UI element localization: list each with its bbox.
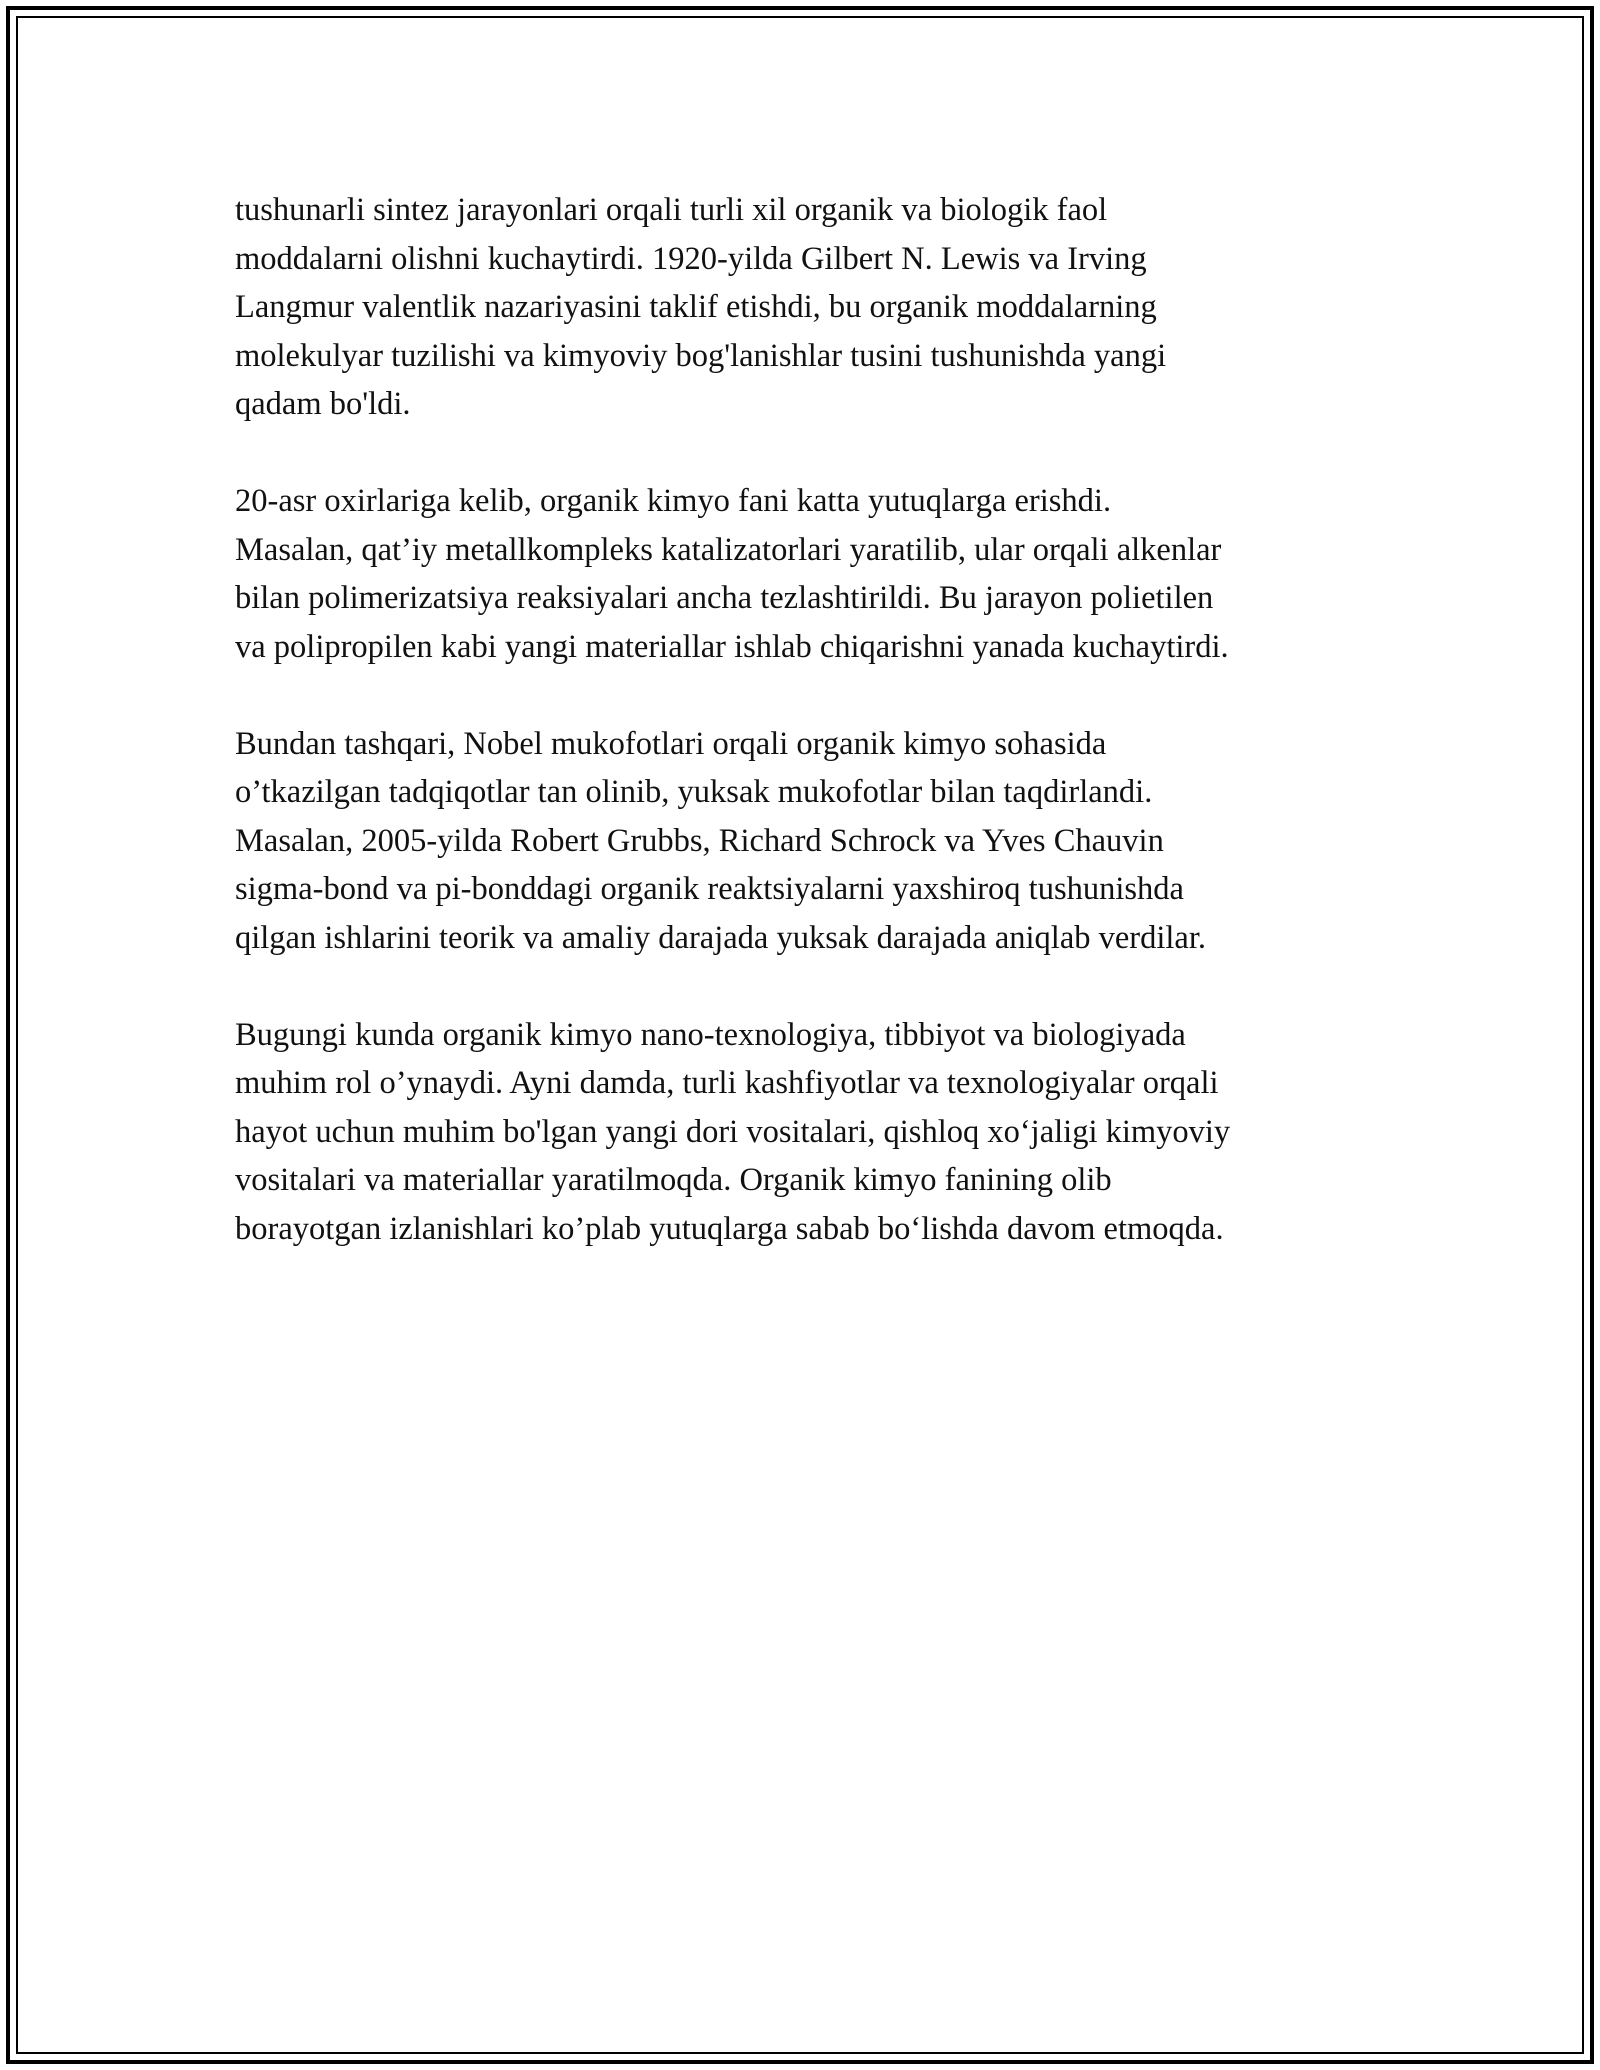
paragraph-2: 20-asr oxirlariga kelib, organik kimyo fani katta yutuqlarga erishdi. Masalan, qat’iy metallkompleks katalizatorlari yaratilib, ular orqali alkenlar bilan polimerizatsiya reaksiyalari ancha tezlashtirildi. Bu jarayon polietilen va polipropilen kabi yangi materiallar ishlab chiqarishni yanada kuchaytirdi. [235,483,1229,665]
paragraph-4: Bugungi kunda organik kimyo nano-texnologiya, tibbiyot va biologiyada muhim rol o’ynaydi. Ayni damda, turli kashfiyotlar va texnologiyalar orqali hayot uchun muhim bo'lgan yangi dori vositalari, qishloq xo‘jaligi kimyoviy vositalari va materiallar yaratilmoqda. Organik kimyo fanining olib borayotgan izlanishlari ko’plab yutuqlarga sabab bo‘lishda davom etmoqda. [235,1016,1231,1247]
paragraph-1: tushunarli sintez jarayonlari orqali turli xil organik va biologik faol moddalarni olishni kuchaytirdi. 1920-yilda Gilbert N. Lewis va Irving Langmur valentlik nazariyasini taklif etishdi, bu organik moddalarning molekulyar tuzilishi va kimyoviy bog'lanishlar tusini tushunishda yangi qadam bo'ldi. [235,192,1167,422]
document-body [235,186,1375,1302]
paragraph-3: Bundan tashqari, Nobel mukofotlari orqali organik kimyo sohasida o’tkazilgan tadqiqotlar tan olinib, yuksak mukofotlar bilan taqdirlandi. Masalan, 2005-yilda Robert Grubbs, Richard Schrock va Yves Chauvin sigma-bond va pi-bonddagi organik reaktsiyalarni yaxshiroq tushunishda qilgan ishlarini teorik va amaliy darajada yuksak darajada aniqlab verdilar. [235,725,1207,956]
